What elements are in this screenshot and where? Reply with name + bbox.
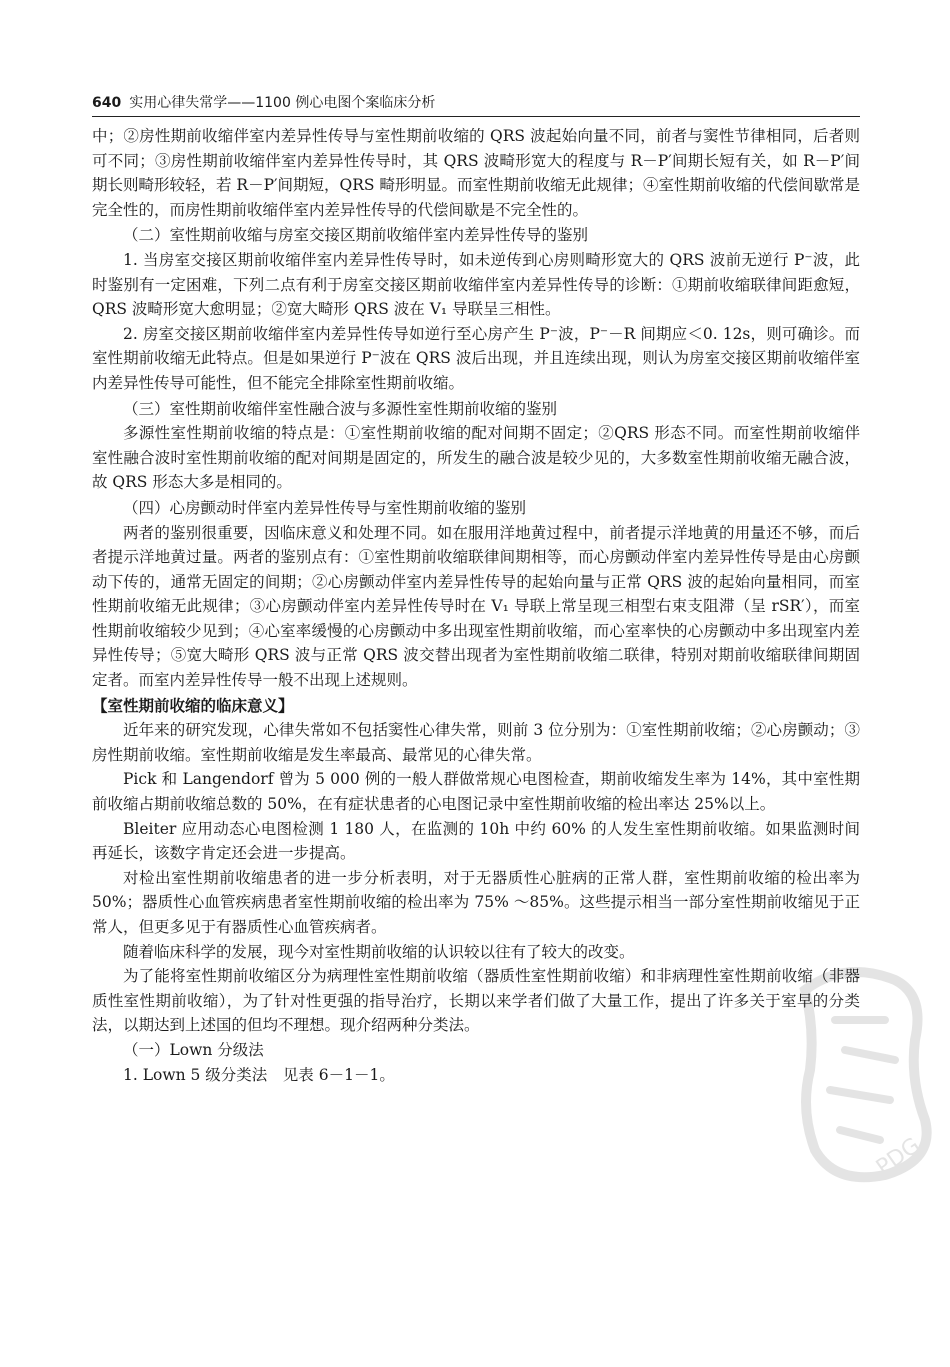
paragraph: 随着临床科学的发展，现今对室性期前收缩的认识较以往有了较大的改变。 [123, 942, 635, 961]
section-heading: （二）室性期前收缩与房室交接区期前收缩伴室内差异性传导的鉴别 [123, 226, 589, 245]
paragraph: 近年来的研究发现，心律失常如不包括窦性心律失常，则前 3 位分别为：①室性期前收缩；②心房颤动；③房性期前收缩。室性期前收缩是发生率最高、最常见的心律失常。 [92, 721, 860, 764]
page-number: 640 [92, 95, 122, 111]
section-heading: （三）室性期前收缩伴室性融合波与多源性室性期前收缩的鉴别 [123, 399, 558, 418]
paragraph: 中；②房性期前收缩伴室内差异性传导与室性期前收缩的 QRS 波起始向量不同，前者与窦性节律相同，后者则可不同；③房性期前收缩伴室内差异性传导时，其 QRS 波畸形宽大的程度与 R－P′间期长短有关，如 R－P′间期长则畸形较轻，若 R－P′间期短，QRS 畸形明显。而室性期前收缩无此规律；④室性期前收缩的代偿间歇常是完全性的，而房性期前收缩伴室内差异性传导的代偿间歇是不完全性的。 [92, 127, 860, 219]
paragraph: Pick 和 Langendorf 曾为 5 000 例的一般人群做常规心电图检查，期前收缩发生率为 14%，其中室性期前收缩占期前收缩总数的 50%，在有症状患者的心电图记录中室性期前收缩的检出率达 25%以上。 [92, 770, 860, 814]
paragraph: 1. 当房室交接区期前收缩伴室内差异性传导时，如未逆传到心房则畸形宽大的 QRS 波前无逆行 P⁻波，此时鉴别有一定困难，下列二点有利于房室交接区期前收缩伴室内差异性传导的诊断：①期前收缩联律间距愈短，QRS 波畸形宽大愈明显；②宽大畸形 QRS 波在 V₁ 导联呈三相性。 [92, 250, 860, 319]
paragraph: Bleiter 应用动态心电图检测 1 180 人，在监测的 10h 中约 60% 的人发生室性期前收缩。如果监测时间再延长，该数字肯定还会进一步提高。 [92, 819, 860, 863]
paragraph: 多源性室性期前收缩的特点是：①室性期前收缩的配对间期不固定；②QRS 形态不同。而室性期前收缩伴室性融合波时室性期前收缩的配对间期是固定的，所发生的融合波是较少见的，大多数室性期前收缩无融合波，故 QRS 形态大多是相同的。 [92, 424, 860, 492]
watermark-label: PDG [871, 1133, 925, 1181]
paragraph: 1. Lown 5 级分类法 见表 6－1－1。 [123, 1065, 395, 1084]
book-title: 实用心律失常学——1100 例心电图个案临床分析 [129, 95, 436, 111]
paragraph: 对检出室性期前收缩患者的进一步分析表明，对于无器质性心脏病的正常人群，室性期前收缩的检出率为 50%；器质性心血管疾病患者室性期前收缩的检出率为 75% ～85%。这些提示相当一部分室性期前收缩见于正常人，但更多见于有器质性心血管疾病者。 [92, 868, 860, 936]
running-header [92, 92, 860, 117]
section-heading: （四）心房颤动时伴室内差异性传导与室性期前收缩的鉴别 [123, 498, 527, 517]
paragraph: 两者的鉴别很重要，因临床意义和处理不同。如在服用洋地黄过程中，前者提示洋地黄的用量还不够，而后者提示洋地黄过量。两者的鉴别点有：①室性期前收缩联律间期相等，而心房颤动伴室内差异性传导是由心房颤动下传的，通常无固定的间期；②心房颤动伴室内差异性传导的起始向量与正常 QRS 波的起始向量相同，而室性期前收缩无此规律；③心房颤动伴室内差异性传导时在 V₁ 导联上常呈现三相型右束支阻滞（呈 rSR′），而室性期前收缩较少见到；④心室率缓慢的心房颤动中多出现室性期前收缩，而心室率快的心房颤动中多出现室内差异性传导；⑤宽大畸形 QRS 波与正常 QRS 波交替出现者为室性期前收缩二联律，特别对期前收缩联律间期固定者。而室内差异性传导一般不出现上述规则。 [92, 523, 860, 690]
paragraph: 2. 房室交接区期前收缩伴室内差异性传导如逆行至心房产生 P⁻波，P⁻－R 间期应＜0. 12s，则可确诊。而室性期前收缩无此特点。但是如果逆行 P⁻波在 QRS 波后出现，并且连续出现，则认为房室交接区期前收缩伴室内差异性传导可能性，但不能完全排除室性期前收缩。 [92, 324, 860, 392]
paragraph: 为了能将室性期前收缩区分为病理性室性期前收缩（器质性室性期前收缩）和非病理性室性期前收缩（非器质性室性期前收缩），为了针对性更强的指导治疗，长期以来学者们做了大量工作，提出了许多关于室早的分类法，以期达到上述国的但均不理想。现介绍两种分类法。 [92, 967, 860, 1035]
bold-section-title: 【室性期前收缩的临床意义】 [92, 695, 294, 715]
body-text [92, 124, 860, 1087]
subsection-heading: （一）Lown 分级法 [123, 1040, 264, 1059]
